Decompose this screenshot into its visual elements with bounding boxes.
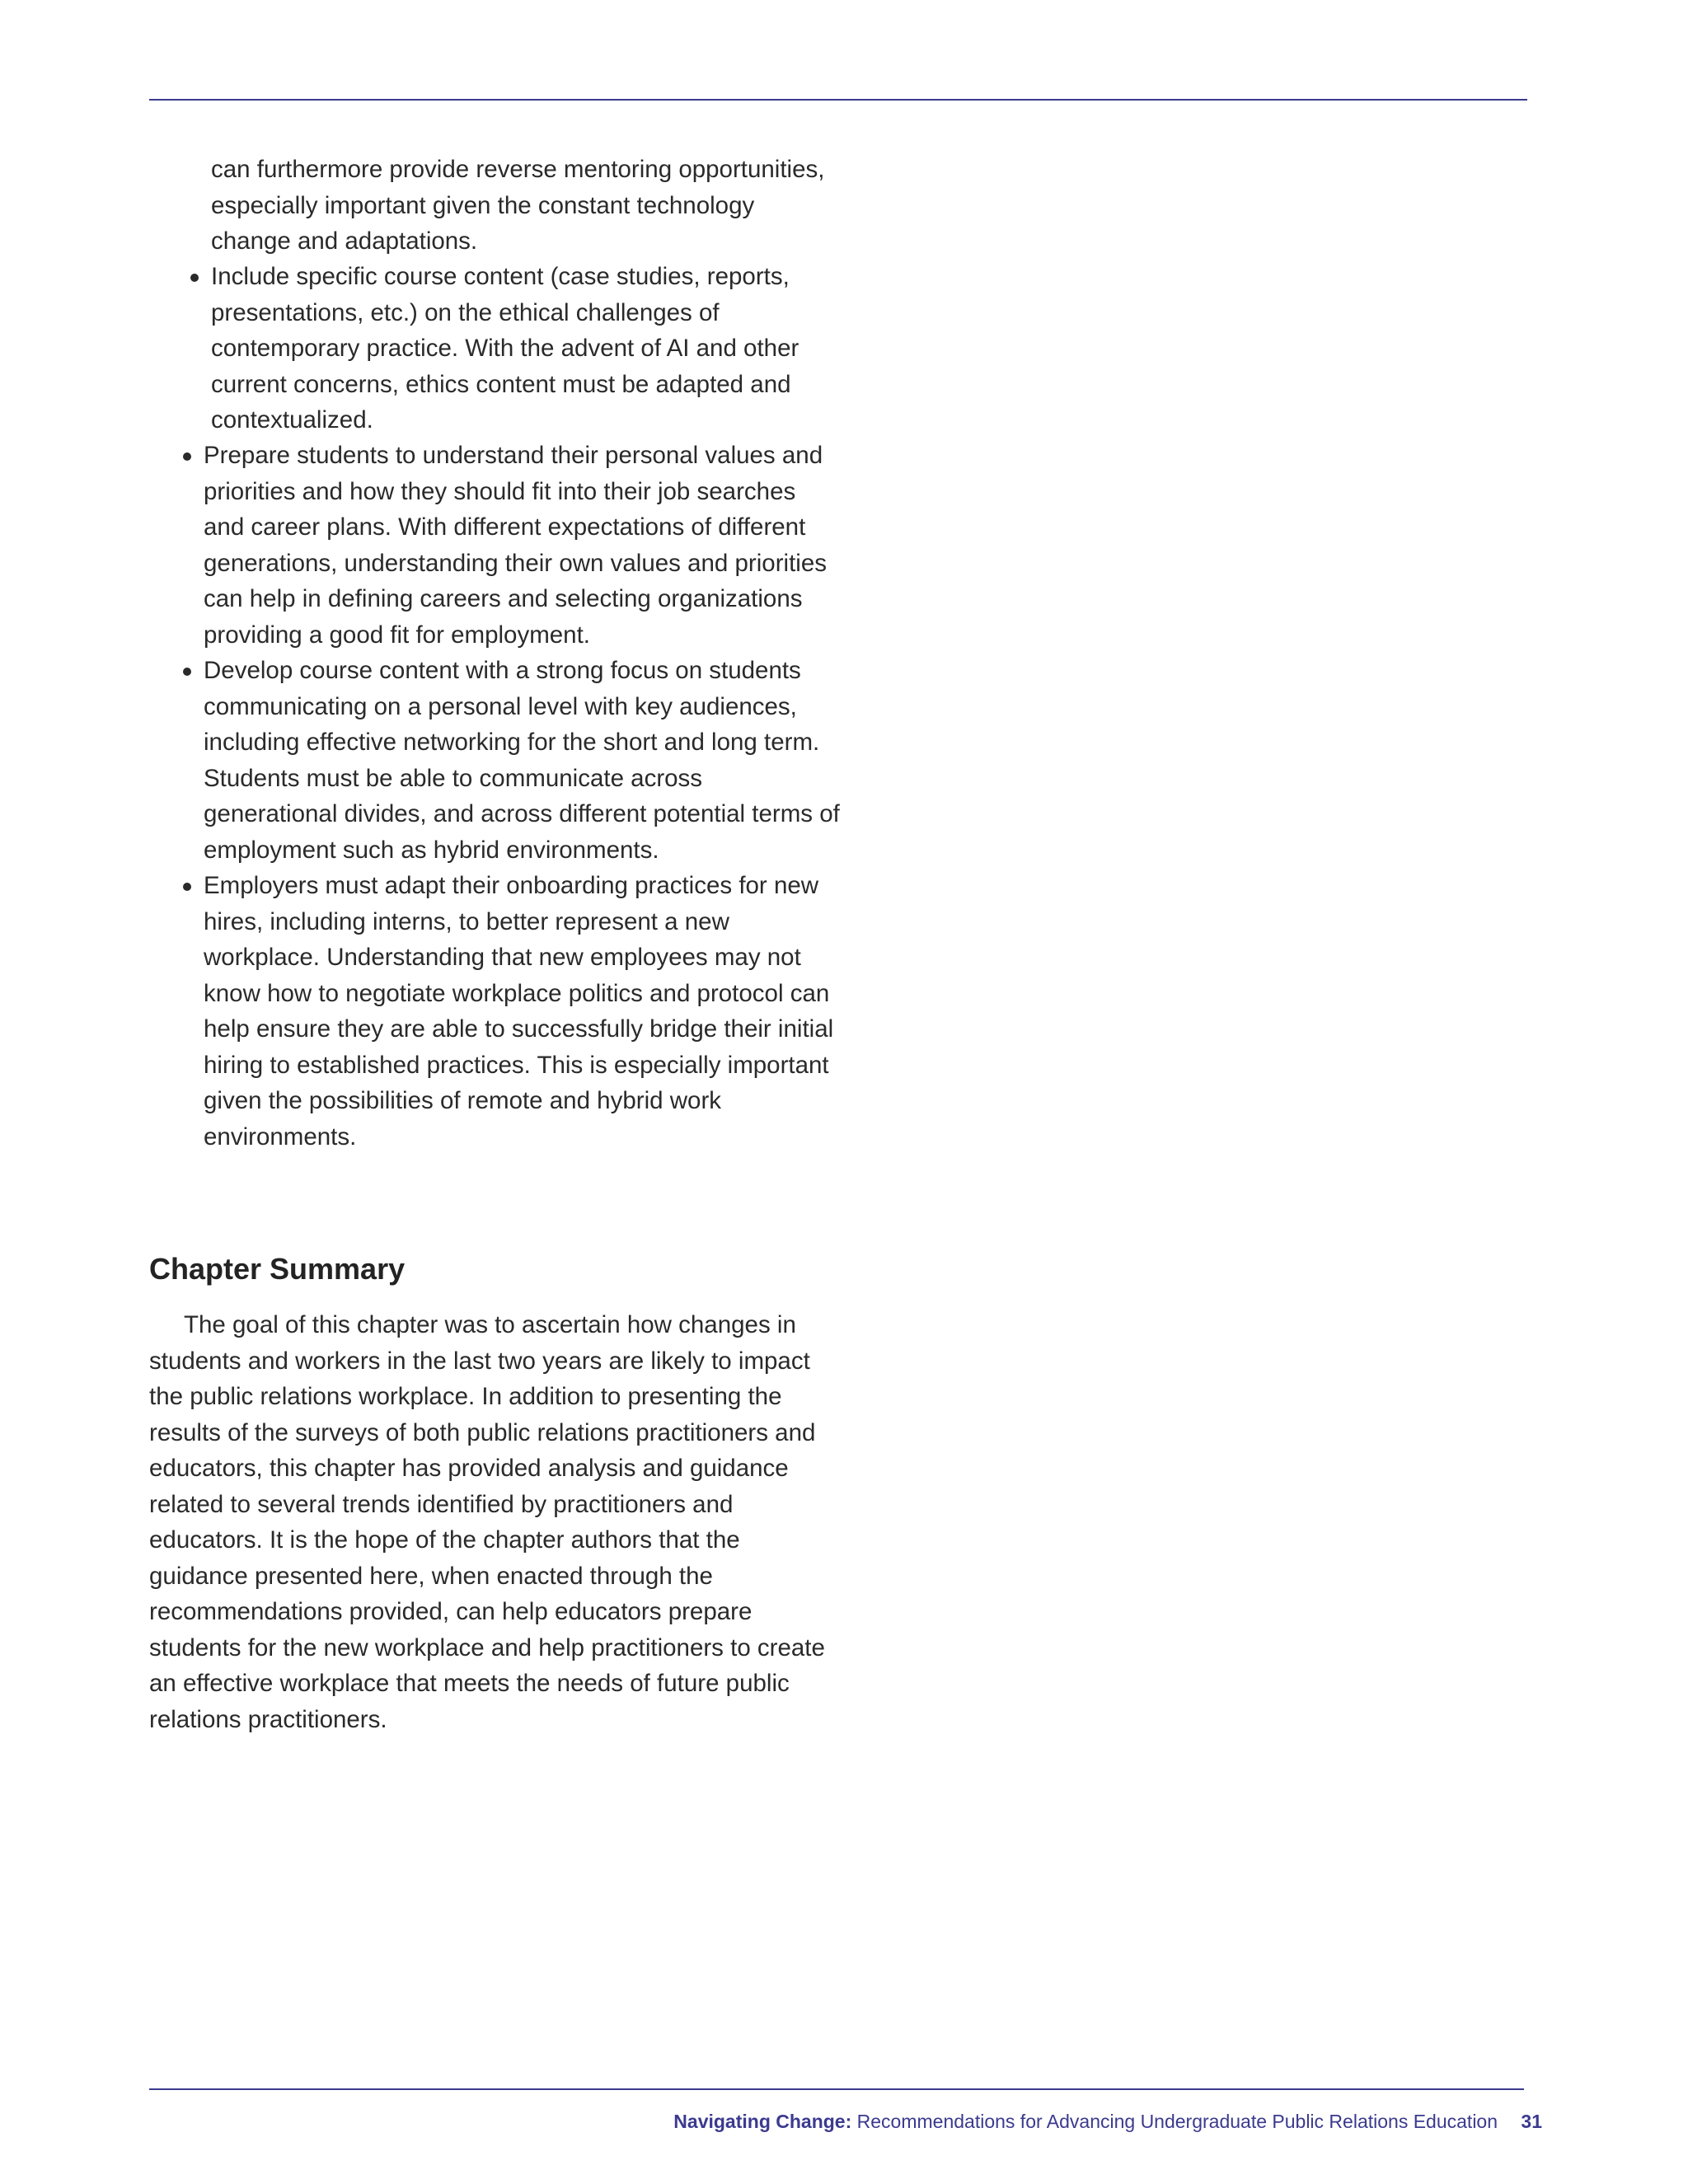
bullet-icon xyxy=(183,668,191,676)
list-item-text: Develop course content with a strong focus on students communicating on a personal level with key audiences, including effective networking for the short and long term. Students must be able to communicate across generational divides, and across different potential terms of employment such as hybrid environments. xyxy=(204,657,840,864)
footer-title-bold: Navigating Change: xyxy=(673,2111,852,2132)
bullet-list xyxy=(183,438,842,1155)
header-rule xyxy=(149,99,1527,101)
continuation-paragraph: can furthermore provide reverse mentoring opportunities, especially important given the constant technology change and adaptations. xyxy=(211,156,825,255)
list-item xyxy=(183,868,842,1155)
summary-paragraph: The goal of this chapter was to ascertain how changes in students and workers in the last two years are likely to impact the public relations workplace. In addition to presenting the results of the surveys of both public relations practitioners and educators, this chapter has provided analysis and guidance related to several trends identified by practitioners and educators. It is the hope of the chapter authors that the guidance presented here, when enacted through the recommendations provided, can help educators prepare students for the new workplace and help practitioners to create an effective workplace that meets the needs of future public relations practitioners. xyxy=(149,1311,825,1733)
bullet-icon xyxy=(183,452,191,461)
list-item xyxy=(190,259,842,438)
list-item-text: Employers must adapt their onboarding practices for new hires, including interns, to better represent a new workplace. Understanding that new employees may not know how to negotiate workplace politics and protocol can help ensure they are able to successfully bridge their initial hiring to established practices. This is especially important given the possibilities of remote and hybrid work environments. xyxy=(204,872,834,1151)
section-heading: Chapter Summary xyxy=(149,1252,406,1286)
page-number: 31 xyxy=(1521,2111,1542,2132)
bullet-icon xyxy=(183,883,191,891)
list-item xyxy=(183,653,842,868)
list-item-text: Prepare students to understand their personal values and priorities and how they should fit into their job searches and career plans. With different expectations of different generations, understanding their own values and priorities can help in defining careers and selecting organizations providing a good fit for employment. xyxy=(204,442,827,649)
bullet-icon xyxy=(190,274,199,282)
footer-rule xyxy=(149,2088,1524,2090)
list-item xyxy=(183,438,842,653)
page-footer xyxy=(673,2109,1542,2134)
footer-title: Recommendations for Advancing Undergraduate Public Relations Education xyxy=(856,2111,1498,2132)
sub-bullet-list xyxy=(190,259,842,438)
list-item-text: Include specific course content (case studies, reports, presentations, etc.) on the ethical challenges of contemporary practice. With the advent of AI and other current concerns, ethics content must be adapted and contextualized. xyxy=(211,263,799,434)
